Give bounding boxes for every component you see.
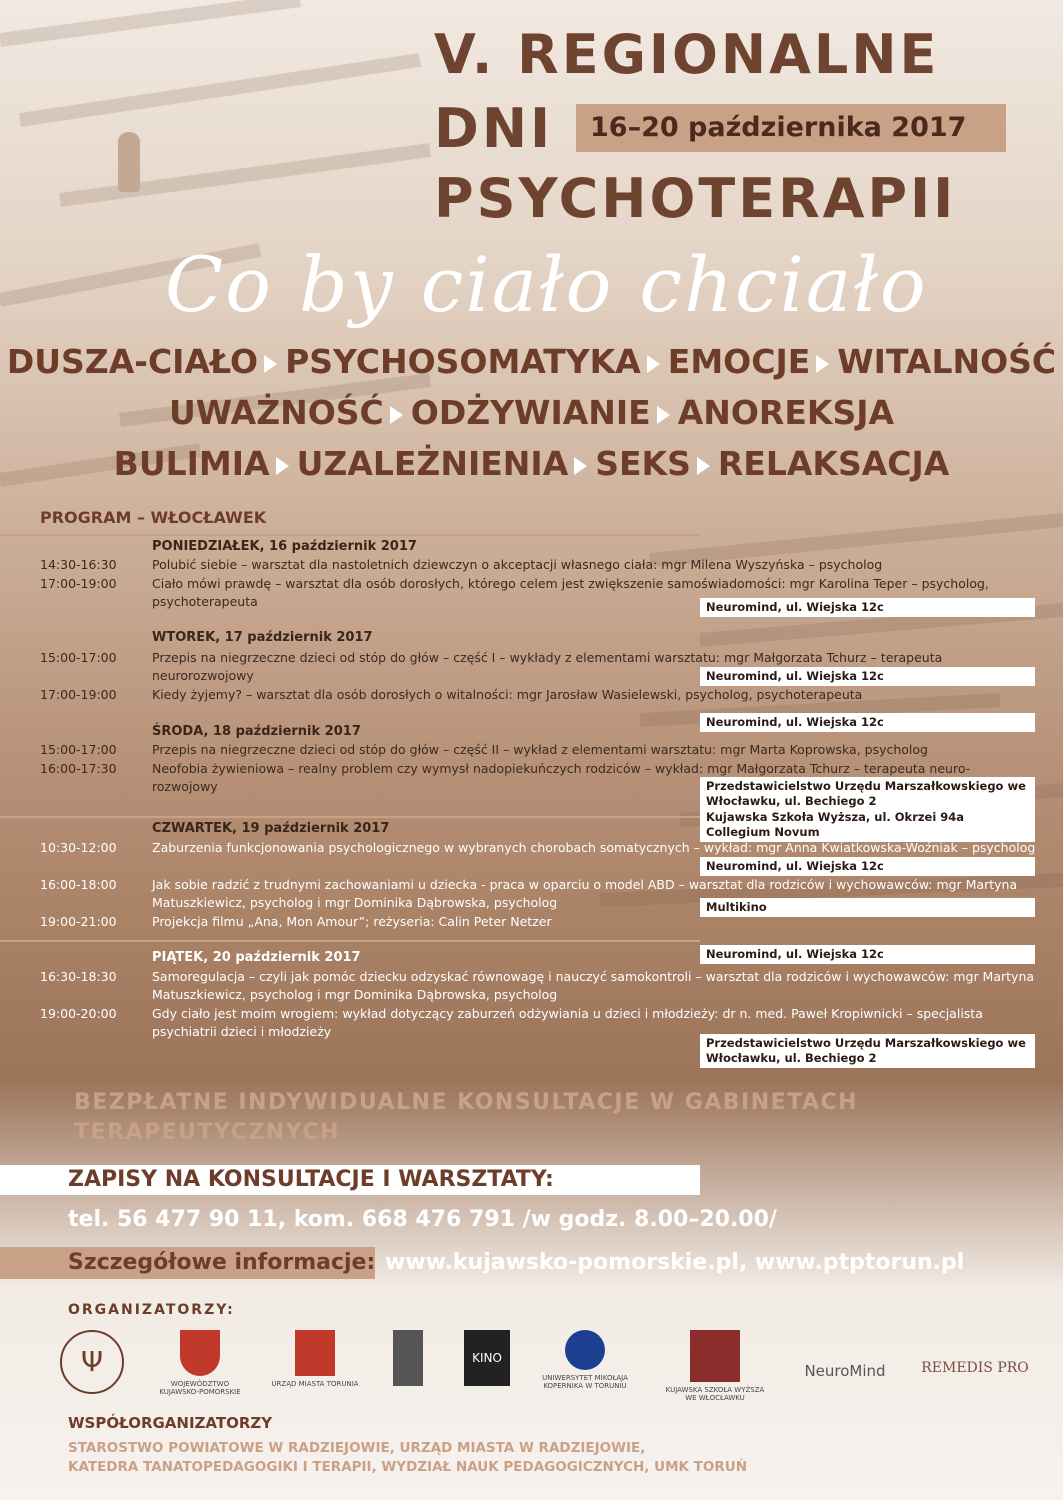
tag: DUSZA-CIAŁO	[6, 342, 259, 381]
event-desc: Neofobia żywieniowa – realny problem czy wymysł nadopiekuńczych rodziców – wykład: mgr Małgorzata Tchurz – terapeuta neuro-rozwojowy	[152, 761, 971, 794]
arrow-icon	[697, 457, 710, 475]
logo-text: WOJEWÓDZTWO KUJAWSKO-POMORSKIE	[159, 1380, 241, 1396]
event-time: 15:00-17:00	[40, 650, 117, 665]
arrow-icon	[276, 457, 289, 475]
event-time: 17:00-19:00	[40, 687, 117, 702]
voivodeship-logo	[150, 1330, 250, 1396]
coorganizers-heading: WSPÓŁORGANIZATORZY	[68, 1414, 273, 1432]
arrow-icon	[647, 355, 660, 373]
tag: SEKS	[595, 444, 691, 483]
umk-logo	[530, 1330, 640, 1390]
arrow-icon	[264, 355, 277, 373]
location-label: Multikino	[700, 898, 1035, 917]
tag: ODŻYWIANIE	[410, 393, 651, 432]
tag: UZALEŻNIENIA	[296, 444, 569, 483]
logo-text: UNIWERSYTET MIKOŁAJA KOPERNIKA W TORUNIU	[542, 1374, 628, 1390]
tag: WITALNOŚĆ	[837, 342, 1057, 381]
day-divider	[0, 816, 700, 818]
tag: UWAŻNOŚĆ	[168, 393, 384, 432]
info-label: Szczegółowe informacje:	[68, 1250, 376, 1275]
phone-info: tel. 56 477 90 11, kom. 668 476 791 /w godz. 8.00–20.00/	[68, 1207, 777, 1232]
location-label: Neuromind, ul. Wiejska 12c	[700, 598, 1035, 617]
tag: PSYCHOSOMATYKA	[285, 342, 641, 381]
arrow-icon	[574, 457, 587, 475]
coorganizers-line-1: STAROSTWO POWIATOWE W RADZIEJOWIE, URZĄD MIASTA W RADZIEJOWIE,	[68, 1440, 646, 1456]
day-title: CZWARTEK, 19 październik 2017	[152, 821, 390, 836]
title-line-1: V. REGIONALNE	[434, 23, 940, 86]
tags-row-1	[0, 342, 1063, 381]
event-desc: Gdy ciało jest moim wrogiem: wykład dotyczący zaburzeń odżywiania u dzieci i młodzieży: dr n. med. Paweł Kropiwnicki – specjalista psychiatrii dzieci i młodzieży	[152, 1006, 983, 1039]
event-desc: Kiedy żyjemy? – warsztat dla osób dorosłych o witalności: mgr Jarosław Wasielewski, psycholog, psychoterapeuta	[152, 687, 863, 702]
event-time: 16:00-18:00	[40, 877, 117, 892]
event-time: 19:00-21:00	[40, 914, 117, 929]
event-date: 16–20 października 2017	[590, 112, 967, 143]
location-label: Przedstawicielstwo Urzędu Marszałkowskiego we Włocławku, ul. Bechiego 2	[700, 1034, 1035, 1068]
location-label: Neuromind, ul. Wiejska 12c	[700, 713, 1035, 732]
arrow-icon	[657, 406, 670, 424]
ksw-logo	[660, 1330, 770, 1402]
website-links[interactable]: www.kujawsko-pomorskie.pl, www.ptptorun.pl	[385, 1250, 965, 1275]
tag: ANOREKSJA	[677, 393, 895, 432]
arrow-icon	[816, 355, 829, 373]
figure-icon	[118, 132, 140, 192]
event-time: 16:30-18:30	[40, 969, 117, 984]
tag: EMOCJE	[667, 342, 811, 381]
tag: BULIMIA	[113, 444, 270, 483]
day-divider	[0, 940, 700, 942]
tags-row-3	[0, 444, 1063, 483]
organizers-heading: ORGANIZATORZY:	[68, 1302, 235, 1318]
program-heading: PROGRAM – WŁOCŁAWEK	[40, 508, 267, 527]
neuromind-logo: NeuroMind	[804, 1362, 886, 1380]
school-logo	[378, 1330, 438, 1386]
title-line-3: PSYCHOTERAPII	[434, 167, 957, 230]
event-desc: Zaburzenia funkcjonowania psychologicznego w wybranych chorobach somatycznych – wykład: mgr Anna Kwiatkowska-Woźniak – psycholog	[152, 840, 1036, 855]
event-time: 16:00-17:30	[40, 761, 117, 776]
arrow-icon	[390, 406, 403, 424]
day-title: ŚRODA, 18 październik 2017	[152, 724, 361, 739]
kino-logo: KINO	[462, 1330, 512, 1386]
tag: RELAKSACJA	[717, 444, 950, 483]
event-desc: Ciało mówi prawdę – warsztat dla osób dorosłych, którego celem jest zwiększenie samoświadomości: mgr Karolina Teper – psycholog, psychoterapeuta	[152, 576, 989, 609]
signup-heading: ZAPISY NA KONSULTACJE I WARSZTATY:	[68, 1167, 554, 1192]
logo-text: URZĄD MIASTA TORUNIA	[271, 1380, 359, 1388]
event-desc: Jak sobie radzić z trudnymi zachowaniami u dziecka - praca w oparciu o model ABD – warsztat dla rodziców i wychowawców: mgr Martyna Matuszkiewicz, psycholog i mgr Dominika Dąbrowska, psycholog	[152, 877, 1018, 910]
event-desc: Polubić siebie – warsztat dla nastoletnich dziewczyn o akceptacji własnego ciała: mgr Milena Wyszyńska – psycholog	[152, 557, 883, 572]
location-label: Neuromind, ul. Wiejska 12c	[700, 945, 1035, 964]
event-desc: Projekcja filmu „Ana, Mon Amour”; reżyseria: Calin Peter Netzer	[152, 914, 552, 929]
event-time: 10:30-12:00	[40, 840, 117, 855]
event-time: 17:00-19:00	[40, 576, 117, 591]
logo-text: KUJAWSKA SZKOŁA WYŻSZA WE WŁOCŁAWKU	[665, 1386, 765, 1402]
event-desc: Przepis na niegrzeczne dzieci od stóp do głów – część II – wykład z elementami warsztatu: mgr Marta Koprowska, psycholog	[152, 742, 928, 757]
tags-row-2	[0, 393, 1063, 432]
day-divider	[0, 624, 700, 626]
day-title: PONIEDZIAŁEK, 16 październik 2017	[152, 539, 417, 554]
ptp-logo: Ψ	[60, 1330, 124, 1394]
location-label: Kujawska Szkoła Wyższa, ul. Okrzei 94a Collegium Novum	[700, 808, 1035, 842]
location-label: Neuromind, ul. Wiejska 12c	[700, 857, 1035, 876]
day-title: PIĄTEK, 20 październik 2017	[152, 950, 361, 965]
location-label: Neuromind, ul. Wiejska 12c	[700, 667, 1035, 686]
motto: Co by ciało chciało	[165, 240, 928, 329]
event-time: 19:00-20:00	[40, 1006, 117, 1021]
day-title: WTOREK, 17 październik 2017	[152, 630, 373, 645]
event-time: 15:00-17:00	[40, 742, 117, 757]
free-consultations: BEZPŁATNE INDYWIDUALNE KONSULTACJE W GABINETACH TERAPEUTYCZNYCH	[74, 1090, 859, 1145]
coorganizers-line-2: KATEDRA TANATOPEDAGOGIKI I TERAPII, WYDZIAŁ NAUK PEDAGOGICZNYCH, UMK TORUŃ	[68, 1459, 748, 1475]
location-label: Przedstawicielstwo Urzędu Marszałkowskiego we Włocławku, ul. Bechiego 2	[700, 777, 1035, 811]
event-desc: Samoregulacja – czyli jak pomóc dziecku odzyskać równowagę i nauczyć samokontroli – warsztat dla rodziców i wychowawców: mgr Martyna Matuszkiewicz, psycholog i mgr Dominika Dąbrowska, psycholog	[152, 969, 1035, 1002]
title-line-2: DNI	[434, 97, 554, 160]
remedis-logo: REMEDIS PRO	[921, 1360, 1029, 1376]
day-divider	[0, 534, 700, 536]
event-time: 14:30-16:30	[40, 557, 117, 572]
torun-logo	[270, 1330, 360, 1388]
event-desc: Przepis na niegrzeczne dzieci od stóp do głów – część I – wykłady z elementami warsztatu: mgr Małgorzata Tchurz – terapeuta neurorozwojowy	[152, 650, 943, 683]
